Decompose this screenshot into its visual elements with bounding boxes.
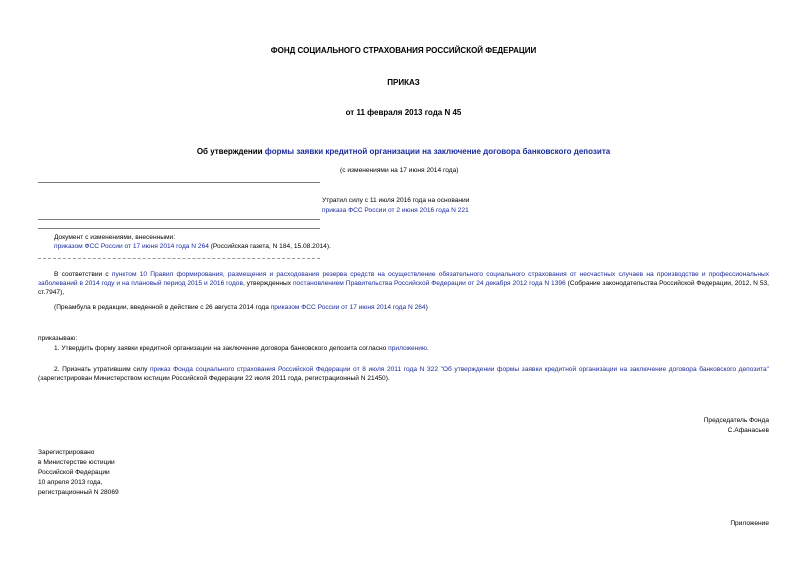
registration-line-1: Зарегистрировано xyxy=(38,449,95,456)
amendments-after: (Российская газета, N 184, 15.08.2014). xyxy=(208,243,331,250)
preamble-edition-note xyxy=(38,304,769,313)
amendments-line xyxy=(54,243,654,252)
order-item-1-end: . xyxy=(426,345,429,352)
prikazyvayu: приказываю: xyxy=(38,335,78,342)
document-title xyxy=(0,147,807,158)
appendix-link[interactable]: приложению xyxy=(388,345,427,352)
registration-line-3: Российской Федерации xyxy=(38,469,110,476)
changes-note: (с изменениями на 17 июня 2014 года) xyxy=(340,167,459,174)
date-number-heading: от 11 февраля 2013 года N 45 xyxy=(345,108,462,117)
preamble-edition-link[interactable]: приказом ФСС России от 17 июня 2014 года N 264 xyxy=(270,304,426,311)
preamble-text-c: (Собрание законодательства Российской Федерации, 2012, N 53, ст.7947), xyxy=(38,279,769,296)
divider-2 xyxy=(38,219,320,220)
divider-1 xyxy=(38,182,320,183)
doc-type-heading: ПРИКАЗ xyxy=(387,78,420,87)
preamble-paragraph xyxy=(38,271,769,298)
amendments-label: Документ с изменениями, внесенными: xyxy=(54,234,176,241)
amendments-link[interactable]: приказом ФСС России от 17 июня 2014 года N 264 xyxy=(54,243,209,250)
divider-3 xyxy=(38,228,320,229)
order-item-1 xyxy=(38,345,769,354)
appendix-label: Приложение xyxy=(730,520,769,527)
repealed-order-link[interactable]: приказ Фонда социального страхования Российской Федерации от 8 июля 2011 года N 322 "Об утверждении формы заявки кредитной организации на заключение договора банковского депозита" xyxy=(149,366,769,373)
lost-force-link[interactable]: приказа ФСС России от 2 июня 2016 года N 221 xyxy=(322,207,469,214)
signature-position: Председатель Фонда xyxy=(703,417,769,424)
lost-force-text: Утратил силу с 11 июля 2016 года на основании xyxy=(322,197,470,204)
preamble-edition-a: (Преамбула в редакции, введенной в действие с 26 августа 2014 года xyxy=(54,304,271,311)
org-heading: ФОНД СОЦИАЛЬНОГО СТРАХОВАНИЯ РОССИЙСКОЙ ФЕДЕРАЦИИ xyxy=(270,46,537,55)
order-item-2-text: 2. Признать утратившим силу xyxy=(54,366,150,373)
title-prefix: Об утверждении xyxy=(196,147,265,156)
preamble-edition-b: ) xyxy=(425,304,428,311)
title-link[interactable]: формы заявки кредитной организации на заключение договора банковского депозита xyxy=(264,147,611,156)
preamble-link-decree[interactable]: постановлением Правительства Российской Федерации от 24 декабря 2012 года N 1396 xyxy=(292,279,566,287)
divider-4 xyxy=(38,258,320,259)
registration-line-2: в Министерстве юстиции xyxy=(38,459,115,466)
order-item-2-end: (зарегистрирован Министерством юстиции Российской Федерации 22 июля 2011 года, регистрационный N 21450). xyxy=(38,374,390,382)
preamble-text-b: , утвержденных xyxy=(242,279,293,287)
preamble-link-rules[interactable]: пунктом 10 Правил формирования, размещения и расходования резерва средств на осуществление обязательного социального страхования от несчастных случаев на производстве и профессиональных заболеваний в 2014 году и на плановый период 2015 и 2016 годов xyxy=(38,271,769,287)
registration-line-4: 10 апреля 2013 года, xyxy=(38,479,103,486)
signature-name: С.Афанасьев xyxy=(727,427,769,434)
order-item-2 xyxy=(38,366,769,384)
preamble-text-a: В соответствии с xyxy=(54,271,112,278)
order-item-1-text: 1. Утвердить форму заявки кредитной организации на заключение договора банковского депозита согласно xyxy=(54,345,389,352)
registration-line-5: регистрационный N 28069 xyxy=(38,489,119,496)
